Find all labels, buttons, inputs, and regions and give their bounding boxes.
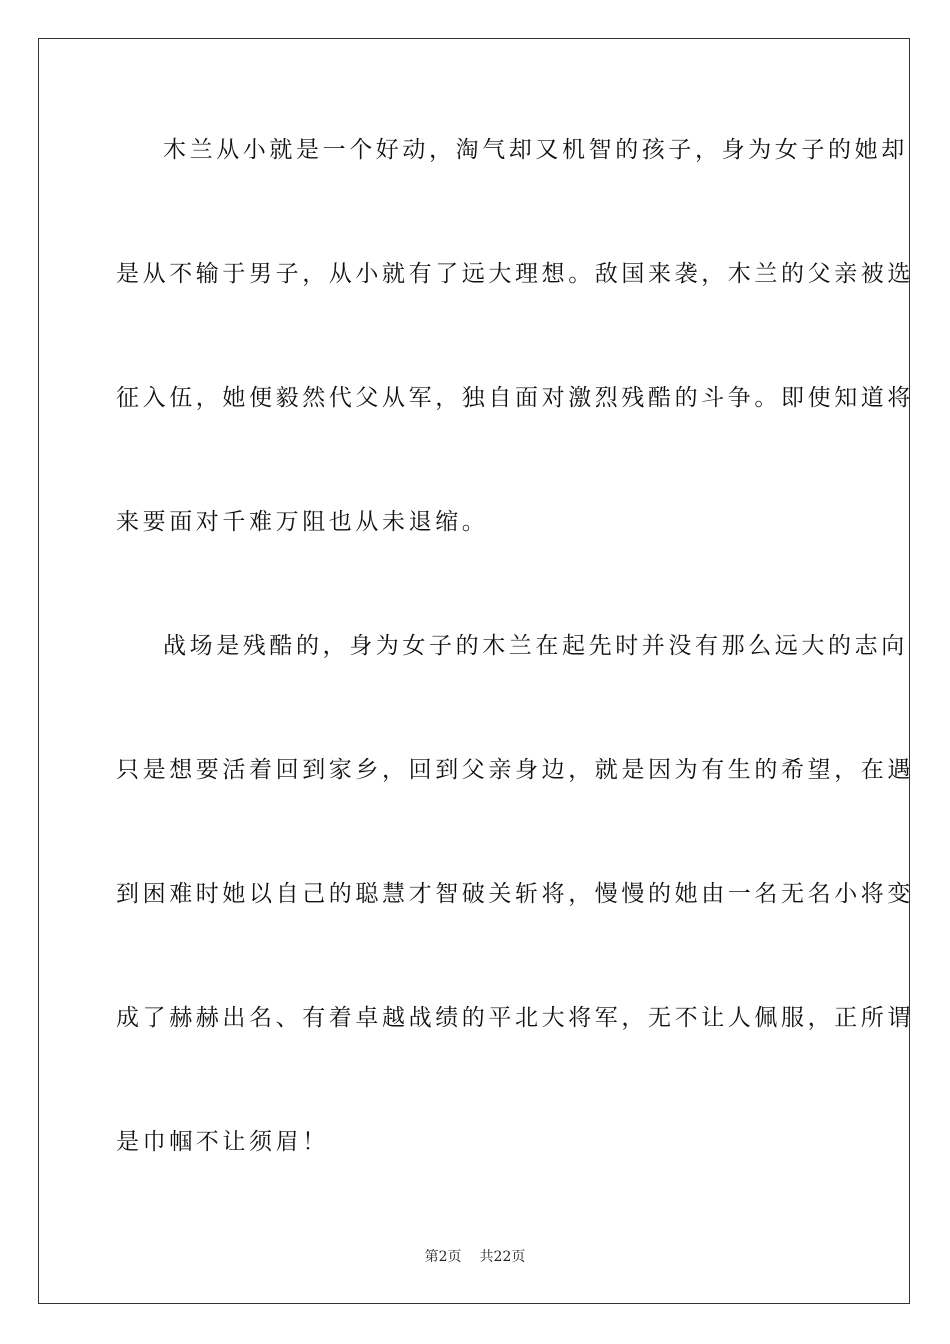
total-pages: 共22页 xyxy=(479,1249,526,1265)
page-number: 第2页 xyxy=(424,1249,462,1265)
paragraph-1-line-3: 征入伍，她便毅然代父从军，独自面对激烈残酷的斗争。即使知道将 xyxy=(116,385,914,411)
document-body xyxy=(116,124,914,1240)
paragraph-1-line-1: 木兰从小就是一个好动，淘气却又机智的孩子，身为女子的她却 xyxy=(163,137,908,163)
paragraph-2-line-1: 战场是残酷的，身为女子的木兰在起先时并没有那么远大的志向 xyxy=(163,633,908,659)
paragraph-2-line-5: 是巾帼不让须眉！ xyxy=(116,1129,329,1155)
paragraph-2-line-4: 成了赫赫出名、有着卓越战绩的平北大将军，无不让人佩服，正所谓 xyxy=(116,1005,914,1031)
paragraph-1-line-2: 是从不输于男子，从小就有了远大理想。敌国来袭，木兰的父亲被选 xyxy=(116,261,914,287)
paragraph-1-line-4: 来要面对千难万阻也从未退缩。 xyxy=(116,509,489,535)
paragraph-2-line-3: 到困难时她以自己的聪慧才智破关斩将，慢慢的她由一名无名小将变 xyxy=(116,881,914,907)
page-footer xyxy=(0,1248,950,1266)
paragraph-2-line-2: 只是想要活着回到家乡，回到父亲身边，就是因为有生的希望，在遇 xyxy=(116,757,914,783)
